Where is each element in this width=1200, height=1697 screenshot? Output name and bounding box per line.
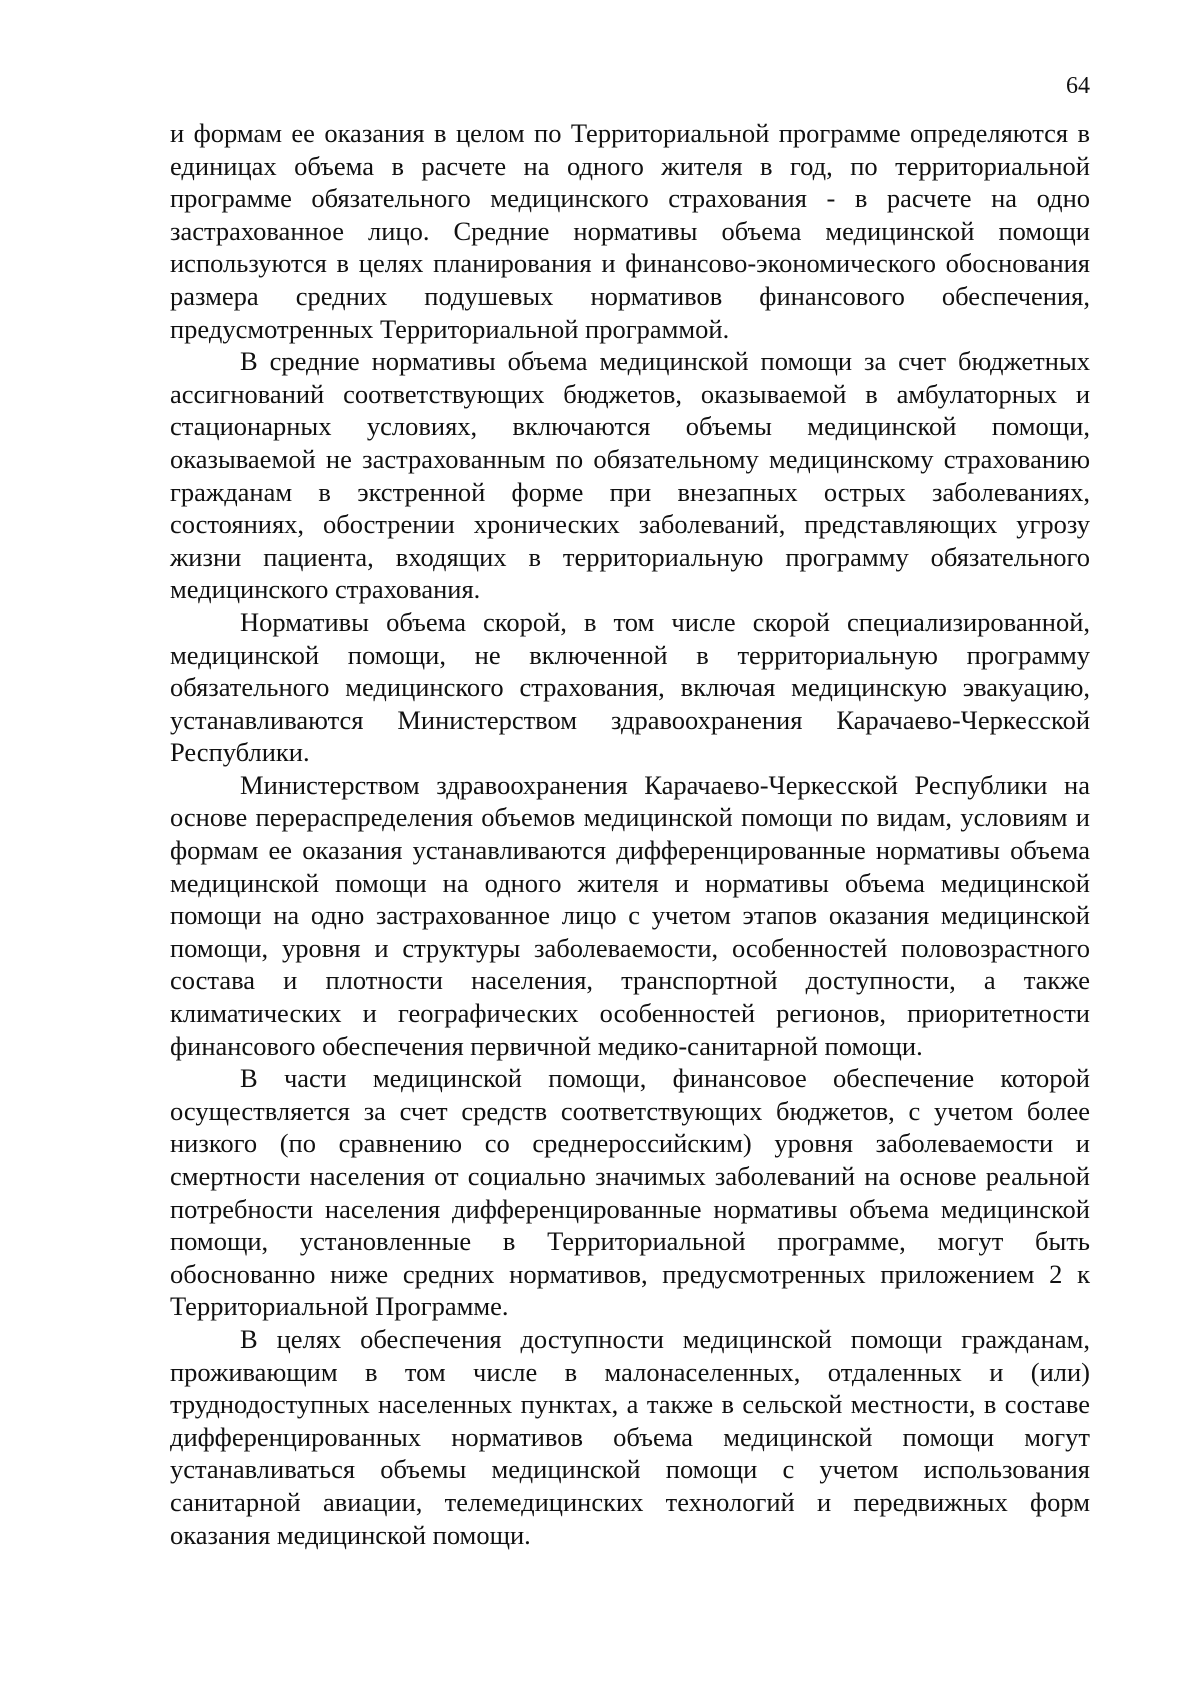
paragraph-5: В части медицинской помощи, финансовое обеспечение которой осуществляется за счет средств соответствующих бюджетов, с учетом более низкого (по сравнению со среднероссийским) уровня заболеваемости и смертности населения от социально значимых заболеваний на основе реальной потребности населения дифференцированные нормативы объема медицинской помощи, установленные в Территориальной программе, могут быть обоснованно ниже средних нормативов, предусмотренных приложением 2 к Территориальной Программе.: [170, 1063, 1090, 1322]
page-number: 64: [1066, 73, 1090, 99]
paragraph-3: Нормативы объема скорой, в том числе скорой специализированной, медицинской помощи, не включенной в территориальную программу обязательного медицинского страхования, включая медицинскую эвакуацию, устанавливаются Министерством здравоохранения Карачаево-Черкесской Республики.: [170, 606, 1090, 768]
document-body: [170, 117, 1090, 1551]
paragraph-4: Министерством здравоохранения Карачаево-Черкесской Республики на основе перераспределения объемов медицинской помощи по видам, условиям и формам ее оказания устанавливаются дифференцированные нормативы объема медицинской помощи на одного жителя и нормативы объема медицинской помощи на одно застрахованное лицо с учетом этапов оказания медицинской помощи, уровня и структуры заболеваемости, особенностей половозрастного состава и плотности населения, транспортной доступности, а также климатических и географических особенностей регионов, приоритетности финансового обеспечения первичной медико-санитарной помощи.: [170, 769, 1090, 1061]
paragraph-2: В средние нормативы объема медицинской помощи за счет бюджетных ассигнований соответствующих бюджетов, оказываемой в амбулаторных и стационарных условиях, включаются объемы медицинской помощи, оказываемой не застрахованным по обязательному медицинскому страхованию гражданам в экстренной форме при внезапных острых заболеваниях, состояниях, обострении хронических заболеваний, представляющих угрозу жизни пациента, входящих в территориальную программу обязательного медицинского страхования.: [170, 346, 1090, 605]
paragraph-1: и формам ее оказания в целом по Территориальной программе определяются в единицах объема в расчете на одного жителя в год, по территориальной программе обязательного медицинского страхования - в расчете на одно застрахованное лицо. Средние нормативы объема медицинской помощи используются в целях планирования и финансово-экономического обоснования размера средних подушевых нормативов финансового обеспечения, предусмотренных Территориальной программой.: [170, 118, 1090, 344]
paragraph-6: В целях обеспечения доступности медицинской помощи гражданам, проживающим в том числе в малонаселенных, отдаленных и (или) труднодоступных населенных пунктах, а также в сельской местности, в составе дифференцированных нормативов объема медицинской помощи могут устанавливаться объемы медицинской помощи с учетом использования санитарной авиации, телемедицинских технологий и передвижных форм оказания медицинской помощи.: [170, 1323, 1090, 1550]
